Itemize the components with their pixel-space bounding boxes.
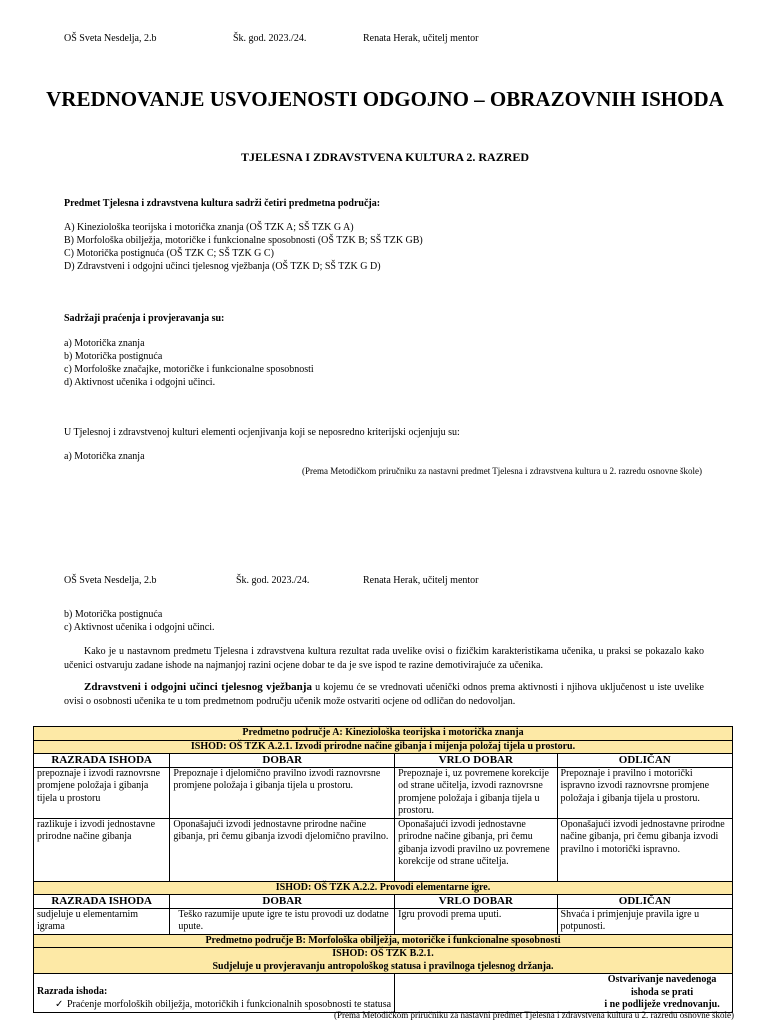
- header-teacher-2: Renata Herak, učitelj mentor: [363, 575, 479, 586]
- header-year: Šk. god. 2023./24.: [233, 33, 307, 44]
- area-item: B) Morfološka obilježja, motoričke i funkcionalne sposobnosti (OŠ TZK B; SŠ TZK GB): [64, 235, 423, 246]
- table-row: [34, 767, 733, 818]
- table-row: [34, 818, 733, 881]
- col-header: ODLIČAN: [557, 754, 732, 768]
- paragraph-1: Kako je u nastavnom predmetu Tjelesna i zdravstvena kultura rezultat rada uvelike ovisi o fizičkim karakteristikama učenika, u praksi se pokazalo kako učenici ostvaruju zadane ishode na najmanjoj razini ocjene dobar te da je sve ispod te razine demotivirajuće za učenika.: [64, 646, 704, 671]
- header-school: OŠ Sveta Nesdelja, 2.b: [64, 33, 157, 44]
- monitoring-item: c) Morfološke značajke, motoričke i funkcionalne sposobnosti: [64, 364, 314, 375]
- paragraph-2: [64, 680, 704, 709]
- col-header: VRLO DOBAR: [395, 895, 557, 909]
- table-cell: Shvaća i primjenjuje pravila igre u potpunosti.: [557, 908, 732, 934]
- razrada-cell: [34, 974, 395, 1013]
- ishod-a1-band: ISHOD: OŠ TZK A.2.1. Izvodi prirodne načine gibanja i mijenja položaj tijela u prostoru.: [34, 740, 733, 754]
- col-header: RAZRADA ISHODA: [34, 754, 170, 768]
- source-note-2: (Prema Metodičkom priručniku za nastavni predmet Tjelesna i zdravstvena kultura u 2. razredu osnovne škole): [334, 1010, 734, 1020]
- ishod-b1-band: [34, 948, 733, 974]
- outcomes-table: [33, 726, 733, 1013]
- area-a-band: Predmetno područje A: Kineziološka teorijska i motorička znanja: [34, 727, 733, 741]
- checkmark-icon: ✓: [55, 998, 64, 1010]
- monitoring-item: b) Motorička postignuća: [64, 351, 163, 362]
- header-school-2: OŠ Sveta Nesdelja, 2.b: [64, 575, 157, 586]
- areas-heading: Predmet Tjelesna i zdravstvena kultura sadrži četiri predmetna područja:: [64, 198, 381, 209]
- note-cell: [395, 974, 733, 1013]
- col-header: DOBAR: [170, 754, 395, 768]
- monitoring-list: [64, 337, 314, 389]
- monitoring-item: a) Motorička znanja: [64, 338, 145, 349]
- table-cell: Teško razumije upute igre te istu provodi uz dodatne upute.: [170, 908, 395, 934]
- table-cell: Prepoznaje i, uz povremene korekcije od strane učitelja, izvodi raznovrsne promjene položaja i gibanja tijela u prostoru.: [395, 767, 557, 818]
- table-cell: Oponašajući izvodi jednostavne prirodne načine gibanja, pri čemu gibanja izvodi pravilno i motorički ispravno.: [557, 818, 732, 881]
- paragraph-2-rest: u kojemu će se vrednovati učenički odnos prema aktivnosti i njihova uključenost u iste uvelike ovisi o osobnosti učenika te u tom predmetnom području učenik može ostvariti ocjene od odličan do nedovoljan.: [64, 682, 704, 707]
- ishod-b1-code: ISHOD: OŠ TZK B.2.1.: [332, 948, 434, 959]
- table-cell: Oponašajući izvodi jednostavne prirodne načine gibanja, pri čemu gibanja izvodi pravilno uz povremene korekcije od strane učitelja.: [395, 818, 557, 881]
- header-year-2: Šk. god. 2023./24.: [236, 575, 310, 586]
- note-line-1: Ostvarivanje navedenoga ishoda se prati: [607, 974, 717, 998]
- area-b-band: Predmetno područje B: Morfološka obilježja, motoričke i funkcionalne sposobnosti: [34, 934, 733, 948]
- monitoring-heading: Sadržaji praćenja i provjeravanja su:: [64, 313, 225, 324]
- razrada-label: Razrada ishoda:: [37, 986, 108, 997]
- ishod-b1-text: Sudjeluje u provjeravanju antropološkog statusa i pravilnoga tjelesnog držanja.: [212, 960, 554, 972]
- table-cell: Igru provodi prema uputi.: [395, 908, 557, 934]
- table-cell: Oponašajući izvodi jednostavne prirodne načine gibanja, pri čemu gibanja izvodi djelomično pravilno.: [170, 818, 395, 881]
- col-header: ODLIČAN: [557, 895, 732, 909]
- page-subtitle: TJELESNA I ZDRAVSTVENA KULTURA 2. RAZRED: [240, 150, 530, 164]
- monitoring-item: d) Aktivnost učenika i odgojni učinci.: [64, 377, 216, 388]
- areas-list: [64, 221, 423, 273]
- table-cell: prepoznaje i izvodi raznovrsne promjene položaja i gibanja tijela u prostoru: [34, 767, 170, 818]
- table-cell: razlikuje i izvodi jednostavne prirodne načine gibanja: [34, 818, 170, 881]
- area-item: A) Kineziološka teorijska i motorička znanja (OŠ TZK A; SŠ TZK G A): [64, 222, 354, 233]
- area-item: D) Zdravstveni i odgojni učinci tjelesnog vježbanja (OŠ TZK D; SŠ TZK G D): [64, 261, 381, 272]
- col-header: VRLO DOBAR: [395, 754, 557, 768]
- table-cell: Prepoznaje i pravilno i motorički ispravno izvodi raznovrsne promjene položaja i gibanja tijela u prostoru.: [557, 767, 732, 818]
- criteria-sentence: U Tjelesnoj i zdravstvenoj kulturi elementi ocjenjivanja koji se neposredno kriterijski ocjenjuju su:: [64, 427, 460, 438]
- area-item: C) Motorička postignuća (OŠ TZK C; SŠ TZK G C): [64, 248, 274, 259]
- continued-item: c) Aktivnost učenika i odgojni učinci.: [64, 622, 215, 633]
- ishod-a2-band: ISHOD: OŠ TZK A.2.2. Provodi elementarne igre.: [34, 881, 733, 895]
- table-row: [34, 908, 733, 934]
- continued-list: [64, 608, 215, 634]
- criteria-item-a: a) Motorička znanja: [64, 451, 145, 462]
- page-title: VREDNOVANJE USVOJENOSTI ODGOJNO – OBRAZOVNIH ISHODA: [46, 87, 724, 111]
- razrada-item-text: Praćenje morfoloških obilježja, motoričkih i funkcionalnih sposobnosti te statusa: [67, 998, 392, 1010]
- table-cell: sudjeluje u elementarnim igrama: [34, 908, 170, 934]
- table-cell: Prepoznaje i djelomično pravilno izvodi raznovrsne promjene položaja i gibanja tijela u prostoru.: [170, 767, 395, 818]
- header-teacher: Renata Herak, učitelj mentor: [363, 33, 479, 44]
- source-note: (Prema Metodičkom priručniku za nastavni predmet Tjelesna i zdravstvena kultura u 2. razredu osnovne škole): [302, 466, 702, 476]
- table-row: [34, 974, 733, 1013]
- paragraph-2-bold: Zdravstveni i odgojni učinci tjelesnog vježbanja: [84, 681, 312, 693]
- continued-item: b) Motorička postignuća: [64, 609, 163, 620]
- col-header: RAZRADA ISHODA: [34, 895, 170, 909]
- note-line-2: i ne podliježe vrednovanju.: [604, 999, 720, 1010]
- col-header: DOBAR: [170, 895, 395, 909]
